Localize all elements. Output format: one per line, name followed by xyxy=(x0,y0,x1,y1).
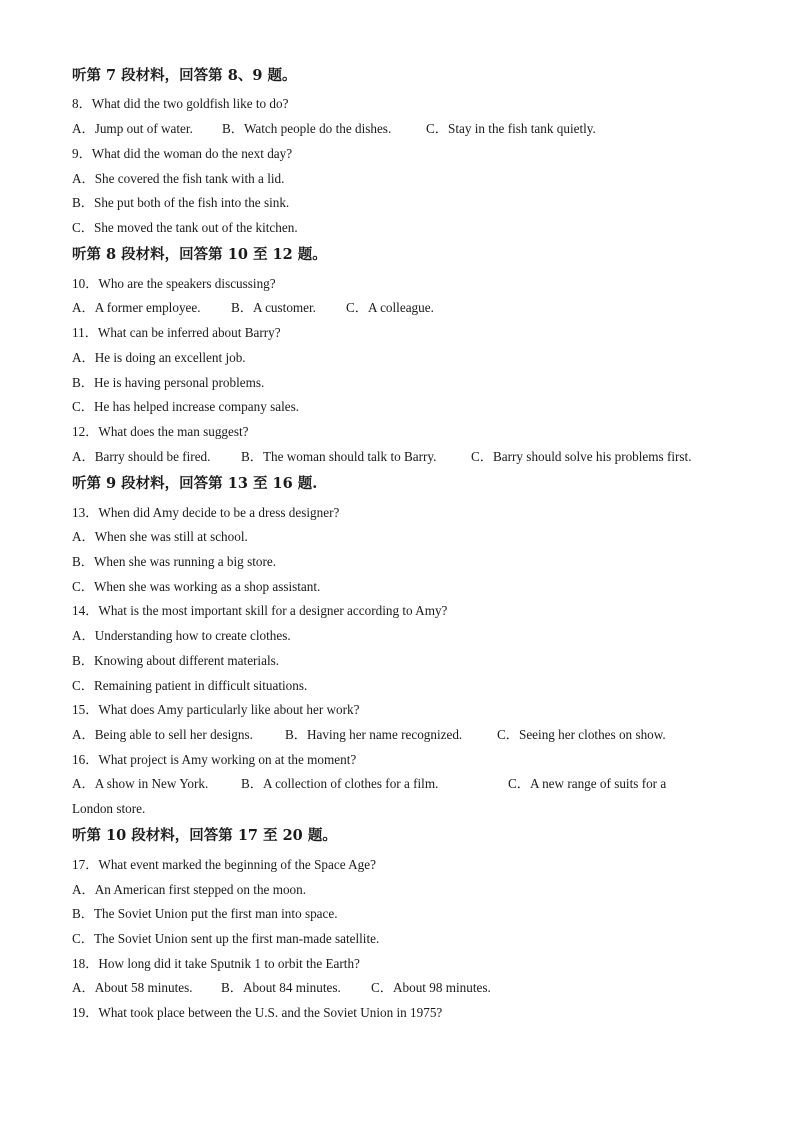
option-18c: C．About 98 minutes. xyxy=(371,980,491,995)
section-heading: 听第 7 段材料，回答第 8、9 题。 xyxy=(72,67,297,84)
option-16c-continuation: London store. xyxy=(72,801,146,816)
question-8: 8．What did the two goldfish like to do? xyxy=(72,96,289,111)
option-14c: C．Remaining patient in difficult situations. xyxy=(72,678,308,693)
option-17c: C．The Soviet Union sent up the first man-made satellite. xyxy=(72,931,380,946)
option-11c: C．He has helped increase company sales. xyxy=(72,399,300,414)
section-heading: 听第 9 段材料，回答第 13 至 16 题. xyxy=(72,475,318,492)
option-15a: A．Being able to sell her designs. xyxy=(72,727,253,742)
question-18: 18．How long did it take Sputnik 1 to orbit the Earth? xyxy=(72,956,360,971)
option-17a: A．An American first stepped on the moon. xyxy=(72,882,307,897)
option-9c: C．She moved the tank out of the kitchen. xyxy=(72,220,298,235)
option-8c: C．Stay in the fish tank quietly. xyxy=(426,121,596,136)
section-heading: 听第 10 段材料，回答第 17 至 20 题。 xyxy=(72,827,337,844)
question-11: 11．What can be inferred about Barry? xyxy=(72,325,281,340)
option-18a: A．About 58 minutes. xyxy=(72,980,193,995)
option-15b: B．Having her name recognized. xyxy=(285,727,463,742)
option-13b: B．When she was running a big store. xyxy=(72,554,277,569)
option-12c: C．Barry should solve his problems first. xyxy=(471,449,692,464)
option-11b: B．He is having personal problems. xyxy=(72,375,265,390)
option-9b: B．She put both of the fish into the sink. xyxy=(72,195,290,210)
option-14b: B．Knowing about different materials. xyxy=(72,653,280,668)
option-13a: A．When she was still at school. xyxy=(72,529,248,544)
option-17b: B．The Soviet Union put the first man into space. xyxy=(72,906,338,921)
option-11a: A．He is doing an excellent job. xyxy=(72,350,246,365)
option-8a: A．Jump out of water. xyxy=(72,121,193,136)
question-19: 19．What took place between the U.S. and the Soviet Union in 1975? xyxy=(72,1005,443,1020)
option-10b: B．A customer. xyxy=(231,300,316,315)
option-16a: A．A show in New York. xyxy=(72,776,209,791)
option-9a: A．She covered the fish tank with a lid. xyxy=(72,171,285,186)
option-10c: C．A colleague. xyxy=(346,300,434,315)
option-10a: A．A former employee. xyxy=(72,300,201,315)
option-16b: B．A collection of clothes for a film. xyxy=(241,776,439,791)
question-16: 16．What project is Amy working on at the moment? xyxy=(72,752,357,767)
question-14: 14．What is the most important skill for a designer according to Amy? xyxy=(72,603,448,618)
question-9: 9．What did the woman do the next day? xyxy=(72,146,293,161)
question-15: 15．What does Amy particularly like about her work? xyxy=(72,702,360,717)
option-12a: A．Barry should be fired. xyxy=(72,449,211,464)
option-8b: B．Watch people do the dishes. xyxy=(222,121,392,136)
section-heading: 听第 8 段材料，回答第 10 至 12 题。 xyxy=(72,246,327,263)
question-17: 17．What event marked the beginning of the Space Age? xyxy=(72,857,376,872)
option-14a: A．Understanding how to create clothes. xyxy=(72,628,291,643)
option-12b: B．The woman should talk to Barry. xyxy=(241,449,437,464)
question-10: 10．Who are the speakers discussing? xyxy=(72,276,276,291)
question-12: 12．What does the man suggest? xyxy=(72,424,249,439)
question-13: 13．When did Amy decide to be a dress designer? xyxy=(72,505,340,520)
option-16c: C．A new range of suits for a xyxy=(508,776,667,791)
option-15c: C．Seeing her clothes on show. xyxy=(497,727,666,742)
option-13c: C．When she was working as a shop assistant. xyxy=(72,579,321,594)
option-18b: B．About 84 minutes. xyxy=(221,980,341,995)
